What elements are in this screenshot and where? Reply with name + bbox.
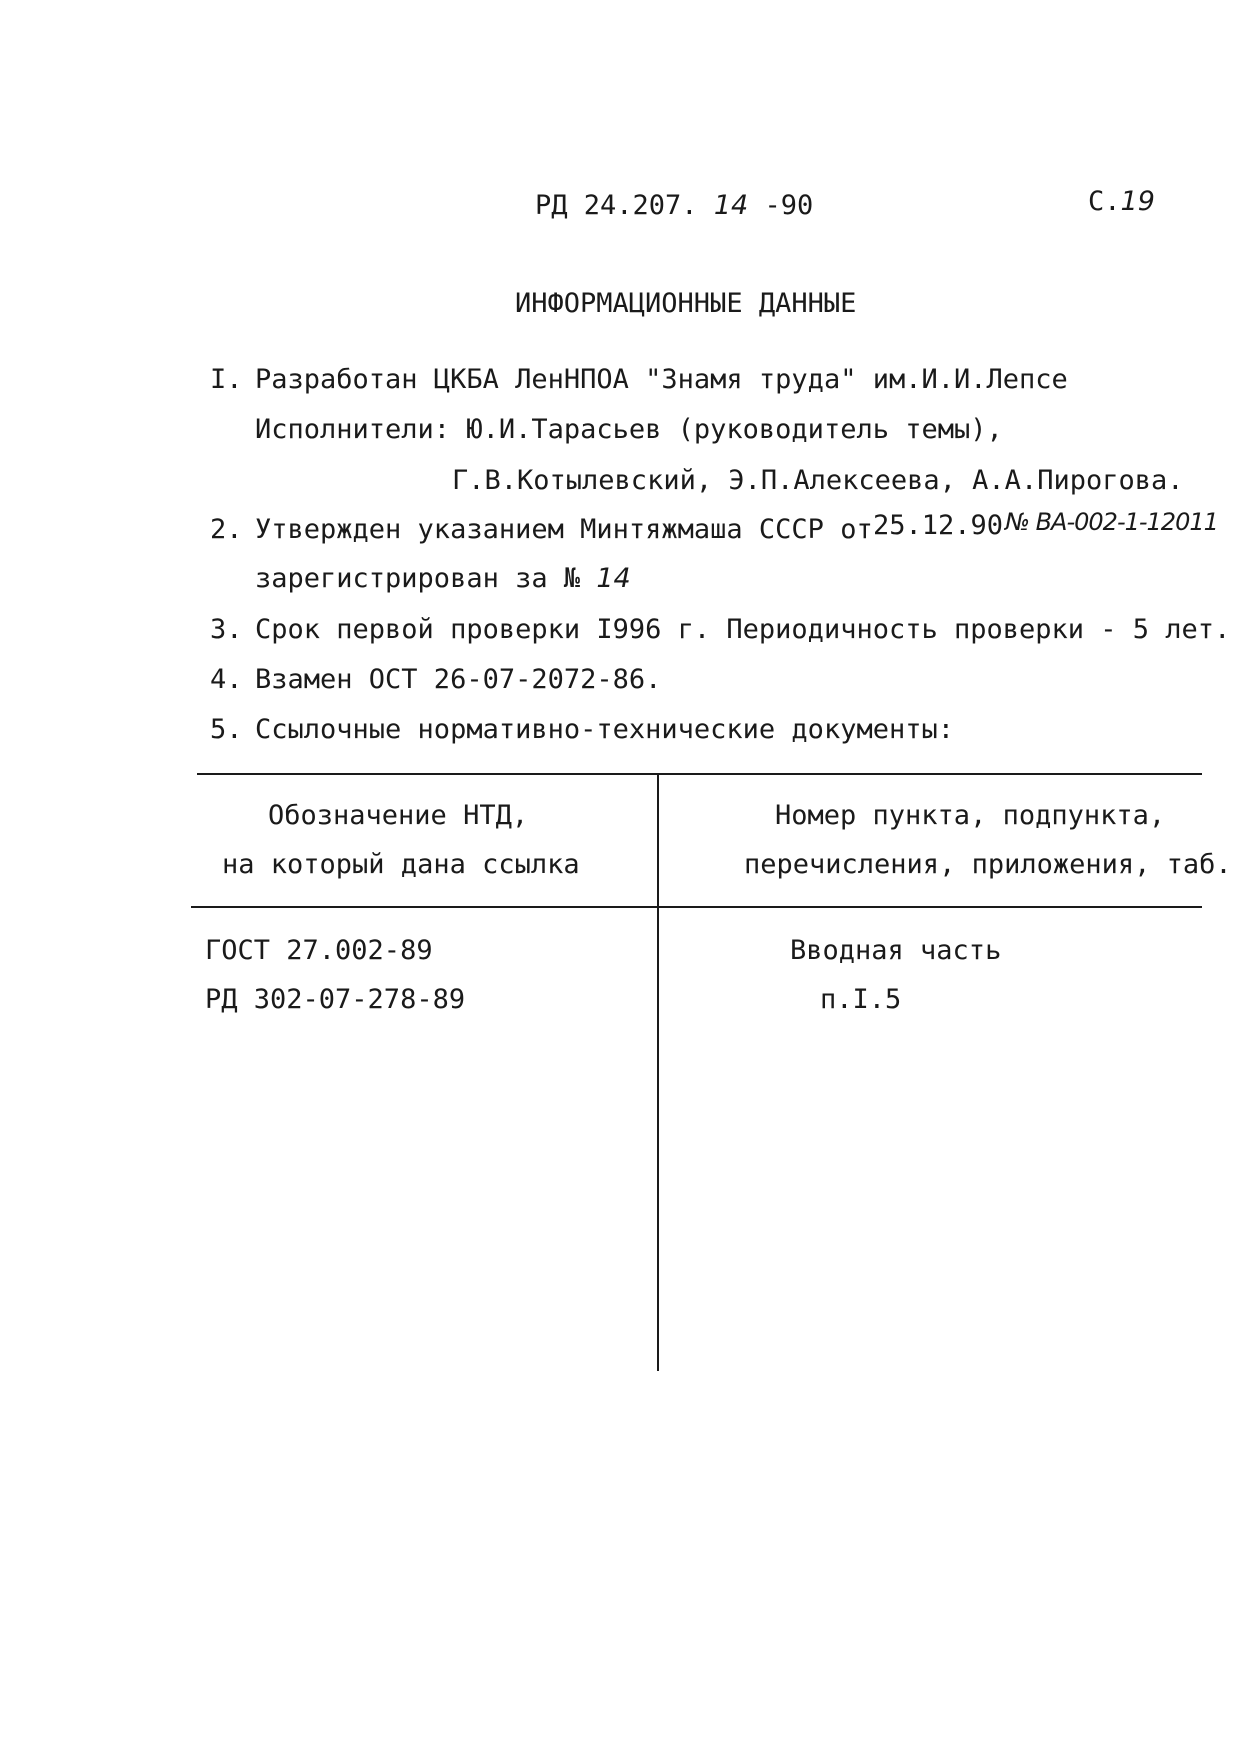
doc-code-number: 14 [713, 190, 749, 221]
item-4-text: Взамен ОСТ 26-07-2072-86. [255, 664, 662, 695]
table-row-1-doc: ГОСТ 27.002-89 [205, 935, 433, 966]
table-row-1-ref: Вводная часть [790, 935, 1002, 966]
page-number-value: 19 [1120, 186, 1155, 217]
item-5-number: 5. [210, 714, 243, 745]
table-header-rule [191, 906, 1202, 908]
document-code [535, 190, 813, 221]
item-1-executors: Исполнители: Ю.И.Тарасьев (руководитель темы), [255, 414, 1003, 445]
item-1-executors-cont: Г.В.Котылевский, Э.П.Алексеева, А.А.Пирогова. [452, 465, 1184, 496]
doc-code-prefix: РД 24.207. [535, 190, 698, 221]
item-4-number: 4. [210, 664, 243, 695]
col2-header-line1: Номер пункта, подпункта, [775, 800, 1166, 831]
item-2-reg-number: 14 [596, 563, 631, 594]
item-2-text: Утвержден указанием Минтяжмаша СССР от [255, 514, 873, 545]
table-row-2-ref: п.I.5 [820, 984, 902, 1015]
item-3-number: 3. [210, 614, 243, 645]
doc-code-suffix: -90 [764, 190, 814, 221]
table-column-divider [657, 775, 659, 1371]
table-top-rule [197, 773, 1202, 775]
item-5-text: Ссылочные нормативно-технические документы: [255, 714, 954, 745]
page-prefix: С. [1088, 186, 1121, 217]
item-1-number: I. [210, 364, 243, 395]
page-number [1088, 186, 1155, 217]
col1-header-line1: Обозначение НТД, [268, 800, 529, 831]
table-row-2-doc: РД 302-07-278-89 [205, 984, 466, 1015]
col2-header-line2: перечисления, приложения, таб. [744, 849, 1232, 880]
item-3-text: Срок первой проверки I996 г. Периодичность проверки - 5 лет. [255, 614, 1231, 645]
item-2-registered-text: зарегистрирован за № [255, 563, 581, 594]
col1-header-line2: на который дана ссылка [222, 849, 580, 880]
item-1-text: Разработан ЦКБА ЛенНПОА "Знамя труда" им.И.И.Лепсе [255, 364, 1068, 395]
item-2-date: 25.12.90 [873, 510, 1004, 541]
item-2-registered [255, 563, 631, 594]
item-2-number: 2. [210, 514, 243, 545]
page-title: ИНФОРМАЦИОННЫЕ ДАННЫЕ [515, 288, 857, 319]
item-2-ref: № ВА-002-1-12011 [1005, 508, 1218, 536]
